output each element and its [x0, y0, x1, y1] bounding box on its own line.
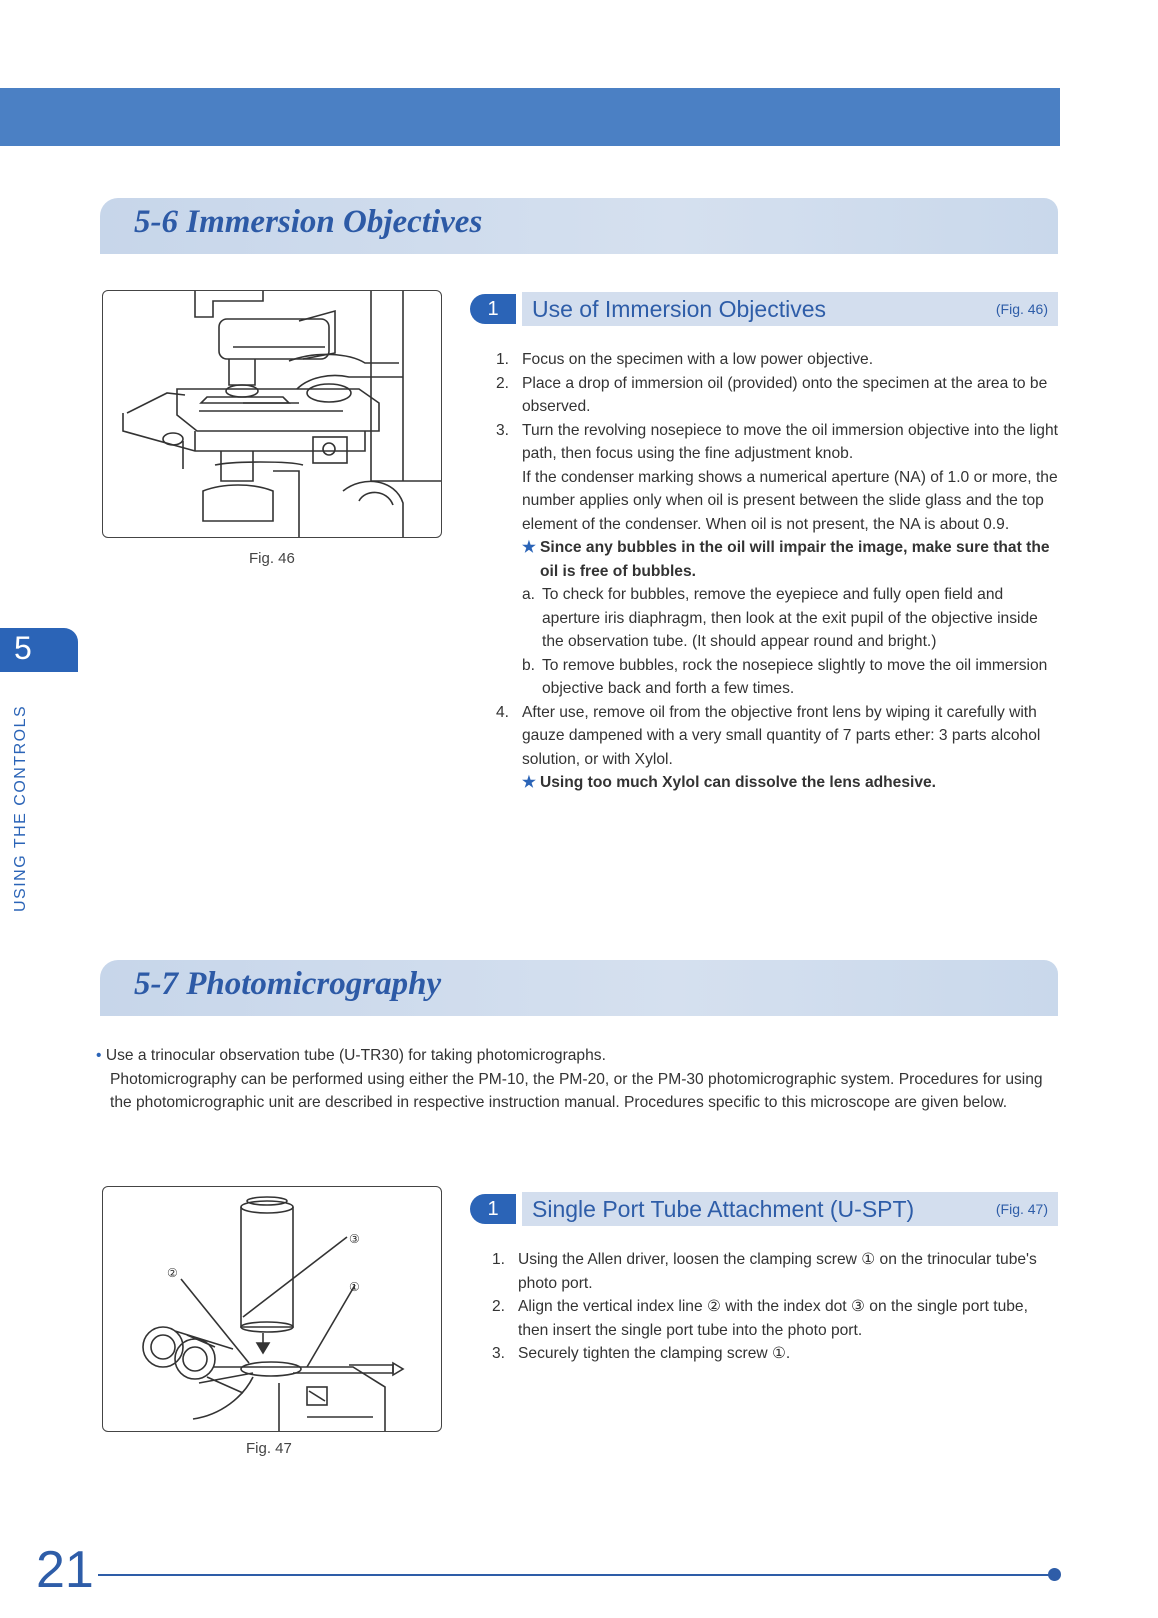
figure-reference: (Fig. 46)	[995, 301, 1048, 317]
figure-46	[102, 290, 442, 538]
step-list	[492, 1248, 1058, 1366]
footer-rule	[98, 1574, 1053, 1576]
list-item: 2. Align the vertical index line ② with the index dot ③ on the single port tube, then insert the single port tube into the photo port.	[492, 1298, 1028, 1339]
figure-caption: Fig. 47	[246, 1440, 292, 1457]
bullet: •	[96, 1047, 102, 1064]
star-icon: ★	[522, 774, 536, 791]
chapter-tab	[0, 628, 78, 672]
section-title: 5-7 Photomicrography	[134, 966, 442, 1002]
intro-paragraph: • Use a trinocular observation tube (U-TR30) for taking photomicrographs. Photomicrography can be performed using either the PM-10, the PM-20, or the PM-30 photomicrographic system. Procedures for using the photomicrographic unit are described in respective instruction manual. Procedures specific to this microscope are given below.	[96, 1047, 1043, 1111]
section-header-5-6	[100, 198, 1058, 254]
list-item: 1. Focus on the specimen with a low power objective.	[496, 351, 874, 368]
subsection-header	[470, 292, 1058, 326]
chapter-number: 5	[14, 630, 32, 666]
list-item: 2. Place a drop of immersion oil (provided) onto the specimen at the area to be observed.	[496, 374, 1048, 415]
callout-3: ③	[349, 1232, 360, 1246]
list-item: 3. Turn the revolving nosepiece to move the oil immersion objective into the light path, then focus using the fine adjustment knob. If the condenser marking shows a numerical aperture (NA) of 1.0 or more, the number applies only when oil is present between the slide glass and the top element of the condenser. When oil is not present, the NA is about 0.9. ★ Since any bubbles in the oil will impair the image, make sure that the oil is free of bubbles. a. To check for bubbles, remove the eyepiece and fully open field and aperture iris diaphragm, then look at the exit pupil of the objective inside the observation tube. (It should appear round and bright.) b. To remove bubbles, rock the nosepiece slightly to move the oil immersion objective back and forth a few times.	[496, 419, 1058, 701]
section-title: 5-6 Immersion Objectives	[134, 204, 483, 240]
warning-note: ★ Since any bubbles in the oil will impair the image, make sure that the oil is free of bubbles.	[522, 536, 1058, 583]
subsection-header	[470, 1192, 1058, 1226]
subsection-title: Single Port Tube Attachment (U-SPT)	[532, 1196, 915, 1222]
page-number: 21	[36, 1541, 94, 1599]
subsection-number: 1	[470, 1194, 516, 1224]
trinocular-tube-illustration-icon	[103, 1187, 441, 1431]
callout-2: ②	[167, 1266, 178, 1280]
step-list	[496, 348, 1058, 795]
sub-step-b: b. To remove bubbles, rock the nosepiece slightly to move the oil immersion objective back and forth a few times.	[522, 656, 1048, 697]
chapter-label: USING THE CONTROLS	[12, 704, 29, 912]
footer-dot	[1048, 1568, 1061, 1581]
figure-reference: (Fig. 47)	[995, 1201, 1048, 1217]
callout-1: ①	[349, 1280, 360, 1294]
star-icon: ★	[522, 539, 536, 556]
subsection-title: Use of Immersion Objectives	[532, 296, 826, 322]
step-note: If the condenser marking shows a numerical aperture (NA) of 1.0 or more, the number applies only when oil is present between the slide glass and the top element of the condenser. When oil is not present, the NA is about 0.9.	[522, 468, 1058, 533]
warning-note: ★ Using too much Xylol can dissolve the lens adhesive.	[522, 771, 1058, 795]
list-item: 3. Securely tighten the clamping screw ①.	[492, 1345, 791, 1362]
list-item: 4. After use, remove oil from the objective front lens by wiping it carefully with gauze dampened with a very small quantity of 7 parts ether: 3 parts alcohol solution, or with Xylol. ★ Using too much Xylol can dissolve the lens adhesive.	[496, 701, 1058, 795]
section-header-5-7	[100, 960, 1058, 1016]
microscope-stage-illustration-icon	[103, 291, 441, 537]
figure-caption: Fig. 46	[249, 550, 295, 567]
subsection-number: 1	[470, 294, 516, 324]
list-item: 1. Using the Allen driver, loosen the clamping screw ① on the trinocular tube's photo port.	[492, 1251, 1037, 1292]
top-color-band	[0, 88, 1060, 146]
figure-47	[102, 1186, 442, 1432]
sub-step-a: a. To check for bubbles, remove the eyepiece and fully open field and aperture iris diaphragm, then look at the exit pupil of the objective inside the observation tube. (It should appear round and bright.)	[522, 586, 1038, 650]
